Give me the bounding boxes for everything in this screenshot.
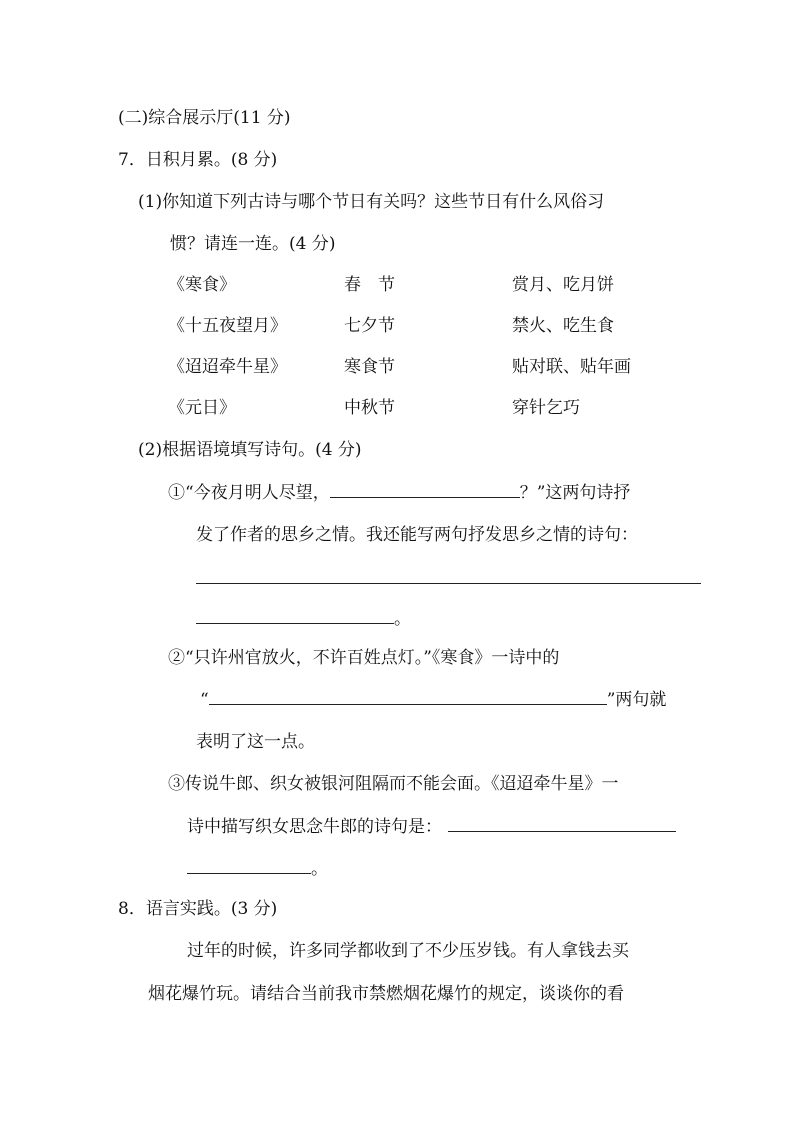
poem-cell[interactable]: 《十五夜望月》 <box>168 316 287 336</box>
item3-line3 <box>187 857 328 880</box>
q7-part1-line2: 惯？请连一连。(4 分) <box>170 234 336 254</box>
item2-line2 <box>200 688 666 711</box>
section-title: (二)综合展示厅(11 分) <box>118 108 291 128</box>
item3-line1: ③传说牛郎、织女被银河阻隔而不能会面。《迢迢牵牛星》一 <box>168 774 619 794</box>
item3-label: 诗中描写织女思念牛郎的诗句是： <box>187 817 442 837</box>
item2-close: ”两句就 <box>606 690 667 710</box>
item1-end: 。 <box>394 609 411 629</box>
poem-cell[interactable]: 《迢迢牵牛星》 <box>168 357 287 377</box>
answer-blank[interactable] <box>330 481 520 498</box>
q8-title: 8．语言实践。(3 分) <box>118 899 278 919</box>
item2-line1: ②“只许州官放火，不许百姓点灯。”《寒食》一诗中的 <box>168 648 560 668</box>
festival-cell[interactable]: 寒食节 <box>344 357 395 377</box>
festival-cell[interactable]: 春 节 <box>344 275 395 295</box>
poem-cell[interactable]: 《元日》 <box>168 398 236 418</box>
answer-blank[interactable] <box>448 815 676 832</box>
q7-title: 7．日积月累。(8 分) <box>118 150 278 170</box>
item1-line2: 发了作者的思乡之情。我还能写两句抒发思乡之情的诗句： <box>196 525 638 545</box>
custom-cell[interactable]: 赏月、吃月饼 <box>512 275 614 295</box>
custom-cell[interactable]: 贴对联、贴年画 <box>512 357 631 377</box>
q7-part2-title: (2)根据语境填写诗句。(4 分) <box>138 440 362 460</box>
custom-cell[interactable]: 穿针乞巧 <box>512 398 580 418</box>
item1-line4 <box>196 607 411 630</box>
item3-line2 <box>187 815 676 838</box>
festival-cell[interactable]: 七夕节 <box>344 316 395 336</box>
item1-prefix: ①“今夜月明人尽望， <box>168 483 330 503</box>
answer-blank[interactable] <box>196 607 394 624</box>
q8-para-line2: 烟花爆竹玩。请结合当前我市禁燃烟花爆竹的规定，谈谈你的看 <box>148 984 624 1004</box>
answer-line[interactable] <box>196 583 701 584</box>
q7-part1-line1: (1)你知道下列古诗与哪个节日有关吗？这些节日有什么风俗习 <box>138 192 605 212</box>
item3-end: 。 <box>311 859 328 879</box>
item1-mid: ？”这两句诗抒 <box>519 483 631 503</box>
item2-open-quote: “ <box>200 690 209 710</box>
item1-line1 <box>168 481 630 504</box>
answer-blank[interactable] <box>209 688 607 705</box>
answer-blank[interactable] <box>187 857 311 874</box>
custom-cell[interactable]: 禁火、吃生食 <box>512 316 614 336</box>
poem-cell[interactable]: 《寒食》 <box>168 275 236 295</box>
q8-para-line1: 过年的时候，许多同学都收到了不少压岁钱。有人拿钱去买 <box>187 941 629 961</box>
festival-cell[interactable]: 中秋节 <box>344 398 395 418</box>
item2-line3: 表明了这一点。 <box>196 732 315 752</box>
